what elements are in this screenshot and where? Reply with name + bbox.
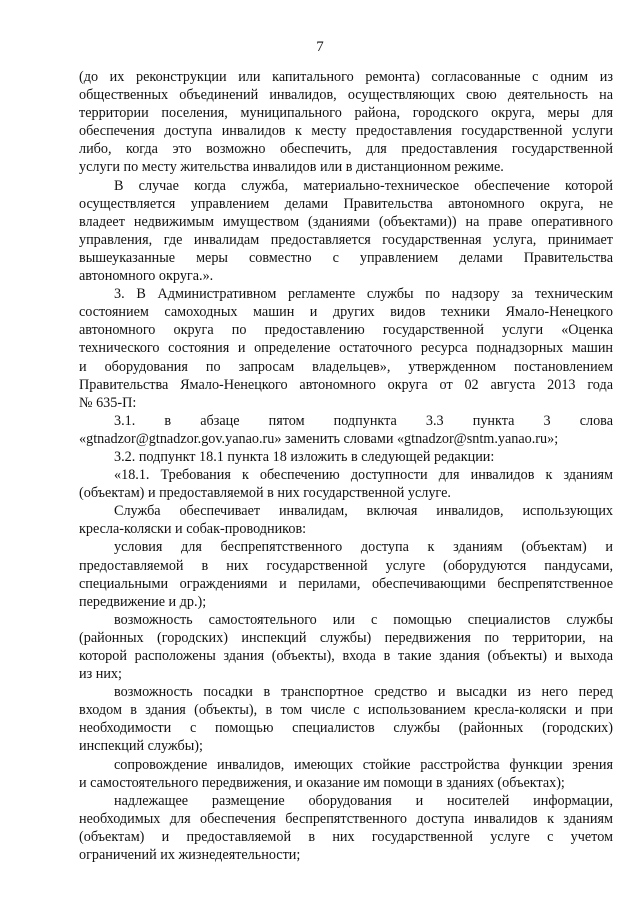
text-line: которой расположены здания (объекты), входа в такие здания (объекты) и выхода [79, 648, 613, 664]
text-line: управления, где инвалидам предоставляется государственная услуга, принимает [79, 231, 613, 248]
text-line: состоянием самоходных машин и других видов техники Ямало-Ненецкого [79, 304, 613, 321]
paragraph [79, 792, 613, 864]
text-line: возможность посадки в транспортное средство и высадки из него перед [114, 684, 613, 701]
text-line: «18.1. Требования к обеспечению доступности для инвалидов к зданиям [114, 467, 613, 484]
text-line: (объектам) и предоставляемой в них государственной услуге с учетом [79, 828, 613, 845]
text-line: Правительства Ямало-Ненецкого автономного округа от 02 августа 2013 года [79, 376, 613, 393]
text-line: автономного округа по предоставлению государственной услуги «Оценка [79, 322, 613, 339]
text-line: надлежащее размещение оборудования и носителей информации, [114, 792, 613, 809]
text-line: обеспечения доступа инвалидов к месту предоставления государственной услуги [79, 123, 613, 140]
page-number: 7 [316, 39, 324, 55]
text-line: и самостоятельного передвижения, и оказание им помощи в зданиях (объектах); [79, 774, 565, 791]
text-line: общественных объединений инвалидов, осуществляющих свою деятельность на [79, 87, 613, 104]
text-line: территории поселения, муниципального района, городского округа, меры для [79, 105, 613, 122]
text-line: передвижение и др.); [79, 593, 207, 610]
paragraph [79, 683, 613, 755]
text-line: из них; [79, 666, 122, 683]
text-line: осуществляется управлением делами Правительства автономного округа, не [79, 195, 613, 212]
text-line: ограничений их жизнедеятельности; [79, 847, 301, 864]
document-body [79, 68, 613, 864]
text-line: В случае когда служба, материально-техническое обеспечение которой [114, 177, 613, 194]
text-line: 3.2. подпункт 18.1 пункта 18 изложить в следующей редакции: [114, 448, 495, 465]
text-line: автономного округа.». [79, 268, 214, 285]
text-line: услуги по месту жительства инвалидов или в дистанционном режиме. [79, 159, 504, 176]
paragraph [79, 412, 613, 448]
text-line: «gtnadzor@gtnadzor.gov.yanao.ru» заменить словами «gtnadzor@sntm.yanao.ru»; [79, 430, 559, 447]
text-line: условия для беспрепятственного доступа к зданиям (объектам) и [114, 539, 613, 556]
text-line: возможность самостоятельного или с помощью специалистов службы [114, 611, 613, 628]
text-line: (районных (городских) инспекций службы) передвижения по территории, на [79, 629, 613, 646]
paragraph [79, 448, 613, 466]
text-line: (до их реконструкции или капитального ремонта) согласованные с одним из [79, 69, 613, 85]
text-line: инспекций службы); [79, 738, 203, 755]
paragraph [79, 756, 613, 792]
paragraph [79, 177, 613, 286]
text-line: предоставляемой в них государственной услуге (оборудуются пандусами, [79, 557, 613, 574]
text-line: необходимости с помощью специалистов службы (районных (городских) [79, 720, 613, 737]
text-line: (объектам) и предоставляемой в них государственной услуге. [79, 485, 451, 502]
paragraph [79, 466, 613, 502]
text-line: входом в здания (объекты), в том числе с использованием кресла-коляски и при [79, 702, 613, 719]
text-line: владеет недвижимым имуществом (зданиями (объектами)) на праве оперативного [79, 213, 613, 230]
paragraph [79, 611, 613, 683]
paragraph [79, 285, 613, 412]
text-line: № 635-П: [79, 394, 137, 411]
paragraph [79, 538, 613, 610]
text-line: Служба обеспечивает инвалидам, включая инвалидов, использующих [114, 503, 613, 520]
text-line: специальными ограждениями и перилами, обеспечивающими беспрепятственное [79, 575, 613, 592]
text-line: и оборудования по запросам владельцев», утвержденном постановлением [79, 358, 613, 375]
paragraph [79, 68, 613, 177]
text-line: технического состояния и определение остаточного ресурса поднадзорных машин [79, 340, 613, 357]
text-line: кресла-коляски и собак-проводников: [79, 521, 307, 538]
text-line: необходимых для обеспечения беспрепятственного доступа инвалидов к зданиям [79, 810, 613, 827]
text-line: сопровождение инвалидов, имеющих стойкие расстройства функции зрения [114, 756, 613, 773]
text-line: 3.1. в абзаце пятом подпункта 3.3 пункта 3 слова [114, 412, 613, 429]
paragraph [79, 502, 613, 538]
text-line: 3. В Административном регламенте службы по надзору за техническим [114, 286, 613, 303]
text-line: вышеуказанные меры совместно с управлением делами Правительства [79, 249, 613, 266]
text-line: либо, когда это возможно обеспечить, для предоставления государственной [79, 141, 613, 158]
